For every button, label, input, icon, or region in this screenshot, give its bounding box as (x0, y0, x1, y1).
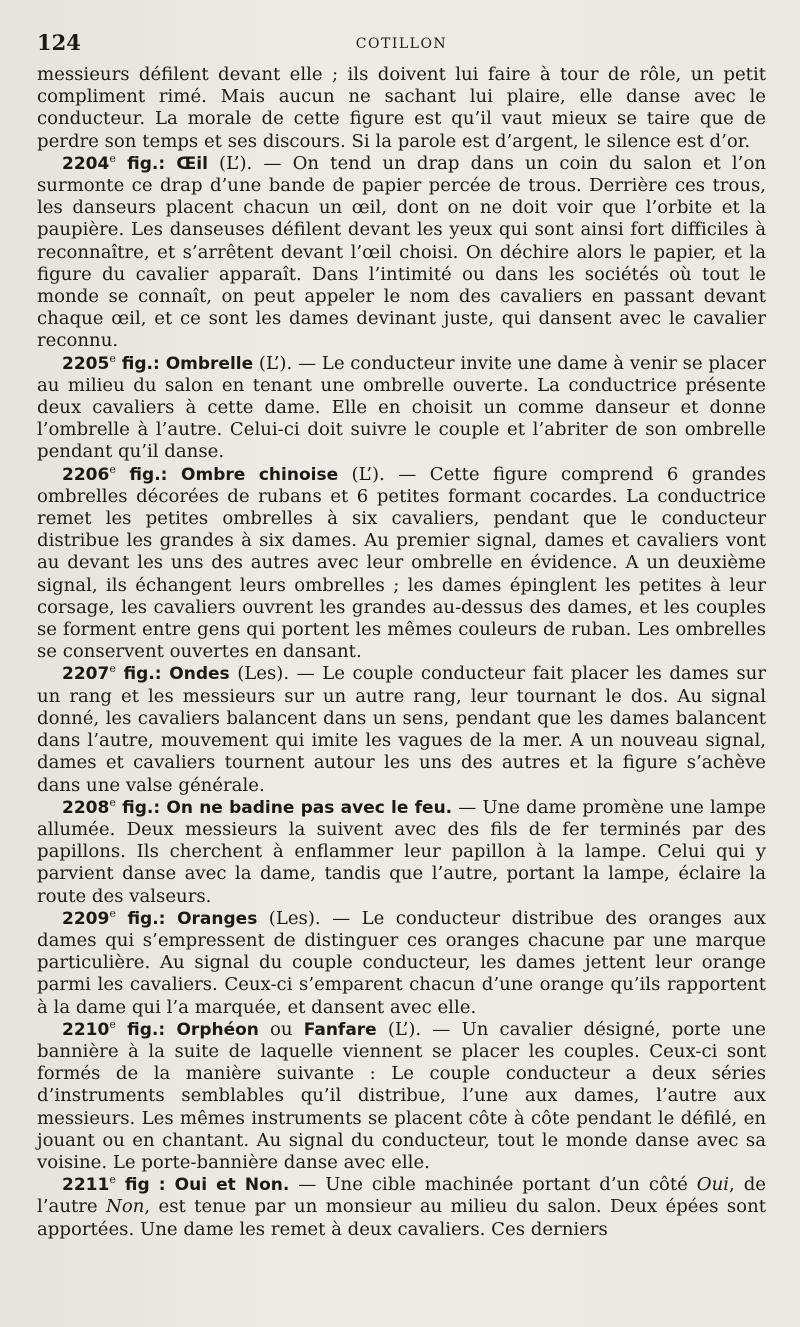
ordinal-suffix: e (109, 1017, 116, 1031)
figure-number: 2205 (62, 353, 110, 374)
figure-label: fig.: (115, 664, 170, 685)
figure-label: fig.: (115, 353, 166, 374)
figure-title-connector: ou (258, 1018, 304, 1040)
figure-description: — Une dame promène une lampe allumée. Deux messieurs la suivent avec des fils de fer terminés par des papillons. Ils cherchent à enflammer leur papillon à la lampe. Celui qui y parvient danse avec la dame, tandis que l’autre, portant la lampe, éclaire la route des valseurs. (37, 796, 766, 907)
figure-title-alt: Fanfare (303, 1019, 377, 1040)
figure-entry-2209 (37, 908, 766, 1019)
figure-label: fig.: (115, 1019, 177, 1040)
page-header (37, 30, 766, 64)
ordinal-suffix: e (109, 351, 116, 365)
figure-entry-2208 (37, 797, 766, 908)
figure-title: Orphéon (176, 1019, 259, 1040)
ordinal-suffix: e (109, 906, 116, 920)
ordinal-suffix: e (109, 1173, 116, 1187)
figure-entry-2206 (37, 464, 766, 664)
figure-number: 2204 (62, 153, 110, 174)
figure-title: Œil (176, 153, 208, 174)
figure-number: 2207 (62, 664, 110, 685)
figure-description-part: , de l’autre (37, 1174, 767, 1218)
figure-title: Ombre chinoise (181, 464, 339, 485)
figure-title: Oranges (177, 908, 258, 929)
figure-label: fig.: (115, 153, 177, 174)
figure-entry-2204 (37, 153, 766, 353)
figure-title: On ne badine pas avec le feu. (166, 797, 453, 818)
figure-number: 2208 (62, 797, 110, 818)
figure-entry-2205 (37, 353, 766, 464)
figure-description: (Les). — Le couple conducteur fait placer les dames sur un rang et les messieurs sur un autre rang, leur tournant le dos. Au signal donné, les cavaliers balancent dans un sens, pendant que les dames balancent dans l’autre, mouvement qui imite les vagues de la mer. A un nouveau signal, dames et cavaliers tournent autour les uns des autres et la figure s’achève dans une valse générale. (37, 663, 766, 796)
figure-label: fig.: (115, 464, 182, 485)
figure-label: fig.: (115, 797, 167, 818)
figure-label: fig.: (115, 908, 178, 929)
italic-word-oui: Oui (696, 1174, 730, 1196)
figure-description: (L’). — Le conducteur invite une dame à venir se placer au milieu du salon en tenant une ombrelle ouverte. La conductrice présente deux cavaliers à cette dame. Elle en choisit un comme danseur et donne l’ombrelle à l’autre. Celui-ci doit suivre le couple et l’abriter de son ombrelle pendant qu’il danse. (37, 352, 766, 463)
figure-label: fig : (115, 1175, 175, 1196)
figure-description-part: , est tenue par un monsieur au milieu du salon. Deux épées sont apportées. Une dame les remet à deux cavaliers. Ces derniers (37, 1196, 766, 1240)
ordinal-suffix: e (109, 151, 116, 165)
figure-number: 2206 (62, 464, 110, 485)
figure-description: (L’). — Un cavalier désigné, porte une bannière à la suite de laquelle viennent se placer les couples. Ceux-ci sont formés de la manière suivante : Le couple conducteur a deux séries d’instruments semblables qu’il distribue, l’une aux dames, l’autre aux messieurs. Les mêmes instruments se placent côte à côte pendant le défilé, en jouant ou en chantant. Au signal du conducteur, tout le monde danse avec sa voisine. Le porte-bannière danse avec elle. (37, 1018, 766, 1173)
figure-description-part: — Une cible machinée portant d’un côté (289, 1174, 697, 1196)
figure-entry-2207 (37, 663, 766, 796)
running-head: COTILLON (355, 36, 448, 52)
figure-number: 2211 (62, 1175, 110, 1196)
figure-description: (L’). — Cette figure comprend 6 grandes ombrelles décorées de rubans et 6 petites formant cocardes. La conductrice remet les petites ombrelles à six cavaliers, pendant que le conducteur distribue les grandes à six dames. Au premier signal, dames et cavaliers vont au devant les uns des autres avec leur ombrelle en évidence. A un deuxième signal, ils échangent leurs ombrelles ; les dames épinglent les petites à leur corsage, les cavaliers ouvrent les grandes au-dessus des dames, et les couples se forment entre gens qui portent les mêmes couleurs de ruban. Les ombrelles se conservent ouvertes en dansant. (37, 463, 766, 663)
figure-title: Ombrelle (165, 353, 254, 374)
figure-number: 2209 (62, 908, 110, 929)
ordinal-suffix: e (109, 462, 116, 476)
figure-description: (L’). — On tend un drap dans un coin du salon et l’on surmonte ce drap d’une bande de papier percée de trous. Derrière ces trous, les danseurs placent chacun un œil, dont on ne doit voir que l’orbite et la paupière. Les danseuses défilent devant les yeux qui sont ainsi fort difficiles à reconnaître, et s’arrêtent devant l’œil choisi. On déchire alors le papier, et la figure du cavalier apparaît. Dans l’intimité ou dans les sociétés où tout le monde se connaît, on peut appeler le nom des cavaliers en passant devant chaque œil, et ce sont les dames devinant juste, qui dansent avec le cavalier reconnu. (37, 152, 766, 352)
figure-title: Oui et Non. (174, 1175, 290, 1196)
figure-number: 2210 (62, 1019, 110, 1040)
figure-entry-2210 (37, 1019, 766, 1174)
figure-entry-2211 (37, 1174, 766, 1241)
figure-title: Ondes (169, 664, 230, 685)
page-number: 124 (37, 30, 81, 55)
italic-word-non: Non (106, 1196, 145, 1218)
ordinal-suffix: e (109, 662, 116, 676)
body-text (37, 64, 766, 1241)
ordinal-suffix: e (109, 795, 116, 809)
intro-paragraph: messieurs défilent devant elle ; ils doivent lui faire à tour de rôle, un petit compliment rimé. Mais aucun ne sachant lui plaire, elle danse avec le conducteur. La morale de cette figure est qu’il vaut mieux se taire que de perdre son temps et ses discours. Si la parole est d’argent, le silence est d’or. (37, 64, 766, 152)
figure-description: (Les). — Le conducteur distribue des oranges aux dames qui s’empressent de distinguer ces oranges chacune par une marque particulière. Au signal du couple conducteur, les dames jettent leur orange parmi les cavaliers. Ceux-ci s’emparent chacun d’une orange qu’ils rapportent à la dame qui l’a marquée, et dansent avec elle. (37, 907, 766, 1018)
